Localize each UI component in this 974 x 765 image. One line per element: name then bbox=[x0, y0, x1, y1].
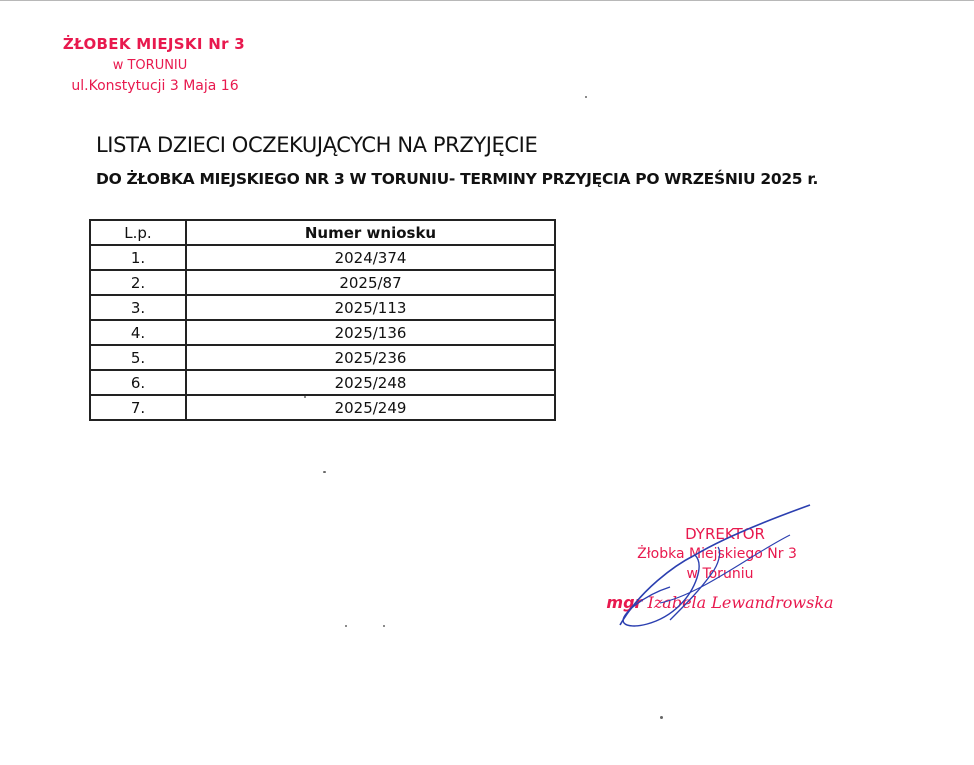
table-row bbox=[90, 270, 555, 295]
signature-stroke bbox=[620, 505, 810, 625]
stamp-line-name: ŻŁOBEK MIEJSKI Nr 3 bbox=[62, 35, 246, 53]
cell-lp: 6. bbox=[90, 370, 186, 395]
signature-title: DYREKTOR bbox=[685, 525, 765, 543]
scan-speck bbox=[345, 625, 347, 627]
table-row bbox=[90, 370, 555, 395]
stamp-line-address: ul.Konstytucji 3 Maja 16 bbox=[71, 78, 239, 94]
signature-prefix: mgr bbox=[606, 593, 643, 612]
header-lp: L.p. bbox=[90, 220, 186, 245]
cell-lp: 5. bbox=[90, 345, 186, 370]
cell-application-number: 2025/236 bbox=[186, 345, 555, 370]
cell-lp: 2. bbox=[90, 270, 186, 295]
cell-lp: 1. bbox=[90, 245, 186, 270]
handwritten-signature bbox=[600, 495, 820, 645]
page-top-rule bbox=[0, 0, 974, 1]
table-row bbox=[90, 345, 555, 370]
stamp-line-city: w TORUNIU bbox=[112, 58, 188, 73]
cell-application-number: 2025/248 bbox=[186, 370, 555, 395]
scan-speck bbox=[660, 716, 663, 719]
table-header-row bbox=[90, 220, 555, 245]
scan-speck bbox=[585, 96, 587, 98]
signature-city: w Toruniu bbox=[686, 566, 754, 582]
cell-application-number: 2024/374 bbox=[186, 245, 555, 270]
scan-speck bbox=[323, 471, 326, 473]
scan-speck bbox=[304, 396, 306, 398]
table-row bbox=[90, 245, 555, 270]
signature-institution: Żłobka Miejskiego Nr 3 bbox=[637, 546, 797, 562]
waiting-list-table bbox=[89, 219, 556, 421]
document-subtitle: DO ŻŁOBKA MIEJSKIEGO NR 3 W TORUNIU- TERMINY PRZYJĘCIA PO WRZEŚNIU 2025 r. bbox=[96, 170, 819, 188]
scan-speck bbox=[383, 625, 385, 627]
signature-name: Izabela Lewandrowska bbox=[647, 593, 834, 612]
table-row bbox=[90, 395, 555, 420]
cell-lp: 4. bbox=[90, 320, 186, 345]
cell-lp: 3. bbox=[90, 295, 186, 320]
cell-application-number: 2025/87 bbox=[186, 270, 555, 295]
table-row bbox=[90, 295, 555, 320]
cell-application-number: 2025/249 bbox=[186, 395, 555, 420]
cell-application-number: 2025/136 bbox=[186, 320, 555, 345]
signature-stroke bbox=[623, 555, 699, 626]
header-application-number: Numer wniosku bbox=[186, 220, 555, 245]
cell-application-number: 2025/113 bbox=[186, 295, 555, 320]
cell-lp: 7. bbox=[90, 395, 186, 420]
document-title: LISTA DZIECI OCZEKUJĄCYCH NA PRZYJĘCIE bbox=[96, 133, 538, 157]
table-row bbox=[90, 320, 555, 345]
institution-stamp bbox=[56, 34, 266, 97]
signature-stroke bbox=[660, 535, 790, 603]
